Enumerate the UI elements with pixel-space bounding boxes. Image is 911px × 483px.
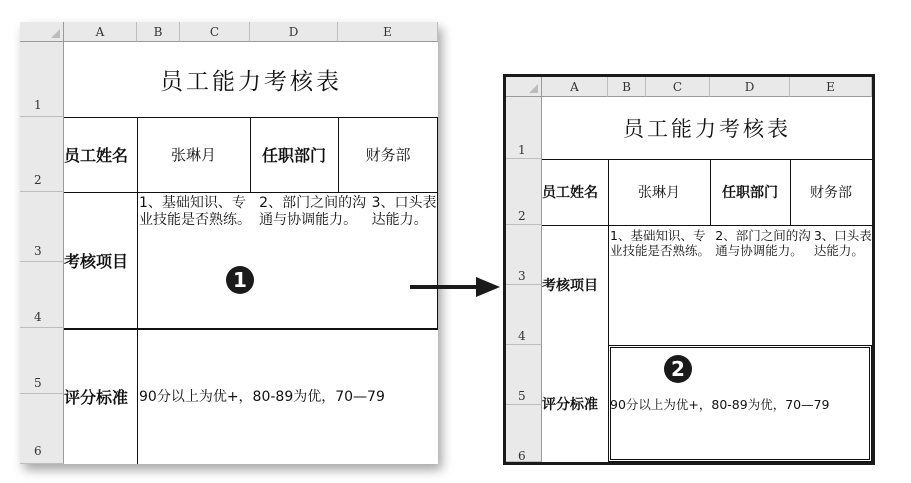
items-value-cell[interactable] <box>137 192 438 328</box>
items-line-2: 2、部门之间的沟通与协调能力。 <box>715 228 811 258</box>
name-value-cell[interactable]: 张琳月 <box>638 185 680 201</box>
spreadsheet-before <box>20 22 438 464</box>
border-line <box>64 192 438 193</box>
name-value-cell[interactable]: 张琳月 <box>170 146 216 164</box>
select-all-corner[interactable] <box>506 77 542 97</box>
score-value-cell[interactable]: 90分以上为优+，80-89为优，70—79 <box>610 396 830 412</box>
border-line <box>64 328 438 330</box>
row-header-1[interactable]: 1 <box>20 42 64 117</box>
arrow-right-icon <box>410 276 500 298</box>
spreadsheet-after <box>503 74 875 465</box>
column-header-b[interactable]: B <box>137 22 180 42</box>
items-line-3: 3、口头表达能力。 <box>813 228 872 258</box>
column-header-a[interactable]: A <box>64 22 137 42</box>
column-header-c[interactable]: C <box>180 22 250 42</box>
row-header-1[interactable]: 1 <box>506 97 542 159</box>
row-header-6[interactable]: 6 <box>20 394 64 464</box>
border-line <box>64 117 438 118</box>
column-header-d[interactable]: D <box>710 77 790 97</box>
row-header-4[interactable]: 4 <box>20 262 64 328</box>
items-line-2: 2、部门之间的沟通与协调能力。 <box>259 195 367 228</box>
border-line <box>137 117 138 464</box>
items-label-cell[interactable]: 考核项目 <box>542 278 598 294</box>
step-2-badge: 2 <box>664 355 692 383</box>
border-line <box>542 159 872 160</box>
score-value-cell[interactable]: 90分以上为优+，80-89为优，70—79 <box>139 389 385 405</box>
column-header-e[interactable]: E <box>338 22 438 42</box>
column-header-b[interactable]: B <box>608 77 646 97</box>
items-line-3: 3、口头表达能力。 <box>371 195 437 228</box>
border-line <box>790 159 791 225</box>
sheet-title[interactable]: 员工能力考核表 <box>623 117 791 141</box>
column-header-a[interactable]: A <box>542 77 608 97</box>
dept-label-cell[interactable]: 任职部门 <box>722 185 778 201</box>
name-label-cell[interactable]: 员工姓名 <box>64 146 129 165</box>
dept-value-cell[interactable]: 财务部 <box>810 185 852 201</box>
column-header-e[interactable]: E <box>790 77 872 97</box>
row-header-2[interactable]: 2 <box>506 159 542 225</box>
border-line <box>710 159 711 225</box>
row-header-6[interactable]: 6 <box>506 405 542 462</box>
sheet-title[interactable]: 员工能力考核表 <box>160 69 342 95</box>
row-header-2[interactable]: 2 <box>20 117 64 192</box>
row-header-5[interactable]: 5 <box>20 328 64 394</box>
score-label-cell[interactable]: 评分标准 <box>64 387 129 407</box>
select-all-corner[interactable] <box>20 22 64 42</box>
items-line-1: 1、基础知识、专业技能是否熟练。 <box>139 195 251 228</box>
border-line <box>542 225 872 226</box>
row-header-4[interactable]: 4 <box>506 285 542 345</box>
column-header-c[interactable]: C <box>646 77 710 97</box>
row-header-3[interactable]: 3 <box>506 225 542 285</box>
dept-label-cell[interactable]: 任职部门 <box>261 146 326 165</box>
items-value-cell[interactable] <box>608 225 872 345</box>
name-label-cell[interactable]: 员工姓名 <box>542 185 598 201</box>
row-header-3[interactable]: 3 <box>20 192 64 262</box>
items-line-1: 1、基础知识、专业技能是否熟练。 <box>610 228 711 258</box>
items-label-cell[interactable]: 考核项目 <box>64 251 129 271</box>
double-border-box <box>608 345 872 462</box>
step-1-badge: 1 <box>226 266 254 294</box>
row-header-5[interactable]: 5 <box>506 345 542 405</box>
column-header-d[interactable]: D <box>250 22 338 42</box>
border-line <box>250 117 251 192</box>
border-line <box>338 117 339 192</box>
score-label-cell[interactable]: 评分标准 <box>542 396 598 413</box>
dept-value-cell[interactable]: 财务部 <box>365 146 411 164</box>
